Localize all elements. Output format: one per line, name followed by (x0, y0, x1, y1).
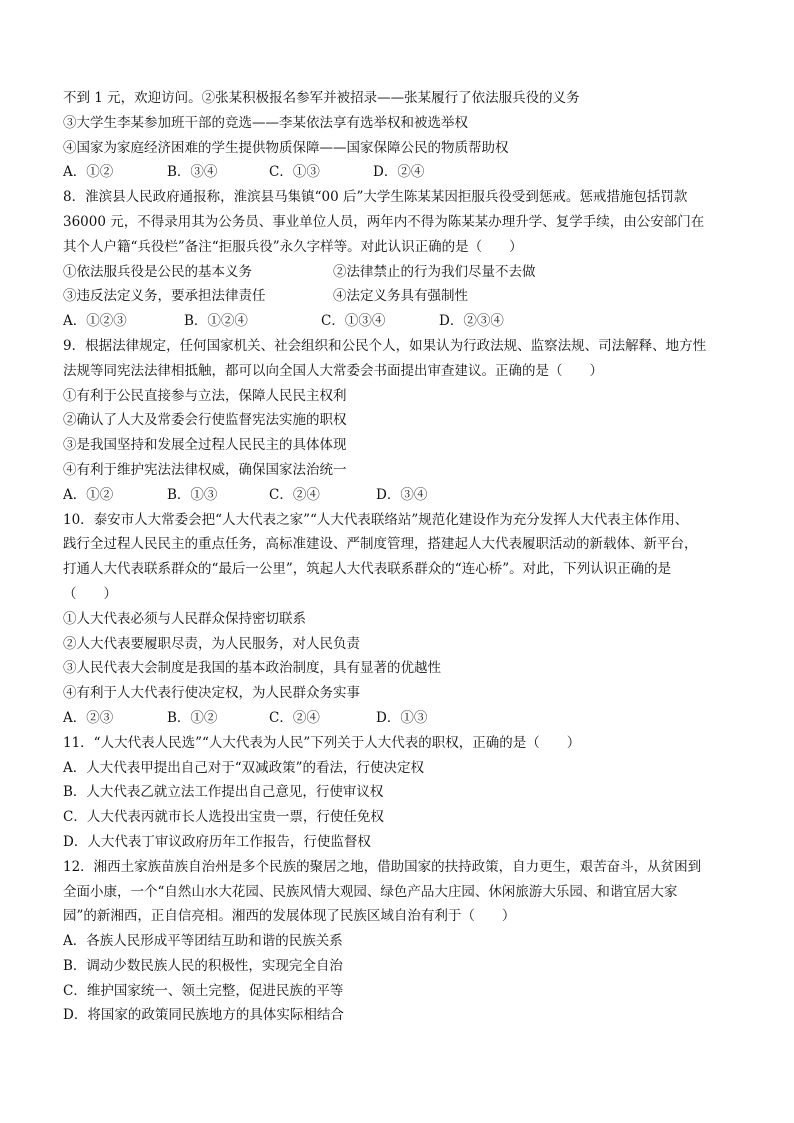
option: C．②④ (269, 709, 320, 726)
text-line: ③大学生李某参加班干部的竞选——李某依法享有选举权和被选举权 (63, 114, 468, 131)
choice: C．维护国家统一、领土完整，促进民族的平等 (63, 982, 344, 999)
choice: B．调动少数民族人民的积极性，实现完全自治 (63, 957, 343, 974)
q8-stem-line: 8．淮滨县人民政府通报称，淮滨县马集镇“00 后”大学生陈某某因拒服兵役受到惩戒。惩戒措施包括罚款 (63, 189, 688, 206)
q10-options (63, 706, 739, 731)
q12-stem-line: 12．湘西土家族苗族自治州是多个民族的聚居之地，借助国家的扶持政策，自力更生，艰苦奋斗，从贫困到 (63, 858, 702, 875)
q8-items-row (63, 260, 739, 285)
choice: D．人大代表丁审议政府历年工作报告，行使监督权 (63, 833, 371, 850)
option: D．①③ (376, 709, 428, 726)
text-line: 不到 1 元，欢迎访问。②张某积极报名参军并被招录——张某履行了依法服兵役的义务 (63, 90, 580, 106)
statement: ②法律禁止的行为我们尽量不去做 (333, 263, 536, 280)
q10-stem-line: 10．泰安市人大常委会把“人大代表之家”“人大代表联络站”规范化建设作为充分发挥人大代表主体作用、 (63, 511, 689, 528)
q9-stem-line: 9．根据法律规定，任何国家机关、社会组织和公民个人，如果认为行政法规、监察法规、司法解释、地方性 (63, 337, 707, 354)
q8-items-row (63, 284, 739, 309)
q12-stem-line: 园”的新湘西，正自信亮相。湘西的发展体现了民族区域自治有利于（ ） (63, 908, 516, 925)
option: C．②④ (269, 486, 320, 503)
q9-options (63, 483, 739, 508)
q11-stem-line: 11．“人大代表人民选”“人大代表为人民”下列关于人大代表的职权，正确的是（ ） (63, 734, 581, 751)
q8-stem-line: 36000 元，不得录用其为公务员、事业单位人员，两年内不得为陈某某办理升学、复学手续，由公安部门在 (63, 213, 705, 230)
choice: D．将国家的政策同民族地方的具体实际相结合 (63, 1007, 344, 1024)
option: A．①②③ (63, 313, 127, 330)
page-content (63, 86, 739, 1028)
text-line: ④国家为家庭经济困难的学生提供物质保障——国家保障公民的物质帮助权 (63, 139, 509, 156)
option: A．①② (63, 486, 114, 503)
statement: ④有利于人大代表行使决定权，为人民群众务实事 (63, 685, 360, 702)
option: A．②③ (63, 709, 114, 726)
choice: A．各族人民形成平等团结互助和谐的民族关系 (63, 933, 343, 950)
q9-stem-line: 法规等同宪法法律相抵触，都可以向全国人大常委会书面提出审查建议。正确的是（ ） (63, 362, 603, 379)
q8-options (63, 309, 739, 334)
option: D．②③④ (439, 313, 504, 330)
statement: ③人民代表大会制度是我国的基本政治制度，具有显著的优越性 (63, 660, 441, 677)
statement: ③违反法定义务，要承担法律责任 (63, 288, 266, 305)
statement: ②人大代表要履职尽责，为人民服务，对人民负责 (63, 635, 360, 652)
option: C．①③④ (321, 313, 386, 330)
choice: C．人大代表丙就市长人选投出宝贵一票，行使任免权 (63, 809, 384, 826)
q10-stem-line: （ ） (63, 585, 117, 602)
statement: ④有利于维护宪法法律权威，确保国家法治统一 (63, 461, 347, 478)
choice: B．人大代表乙就立法工作提出自己意见，行使审议权 (63, 784, 384, 801)
option: D．③④ (376, 486, 428, 503)
statement: ③是我国坚持和发展全过程人民民主的具体体现 (63, 437, 347, 454)
option: B．①②④ (184, 313, 248, 330)
option: D．②④ (373, 164, 425, 181)
statement: ①依法服兵役是公民的基本义务 (63, 263, 252, 280)
option: C．①③ (269, 164, 320, 181)
option: B．①③ (167, 486, 218, 503)
statement: ①人大代表必须与人民群众保持密切联系 (63, 610, 306, 627)
statement: ②确认了人大及常委会行使监督宪法实施的职权 (63, 412, 347, 429)
q7-options (63, 160, 739, 185)
option: A．①② (63, 164, 114, 181)
q8-stem-line: 其个人户籍“兵役栏”备注“拒服兵役”永久字样等。对此认识正确的是（ ） (63, 238, 523, 255)
option: B．③④ (167, 164, 218, 181)
q10-stem-line: 践行全过程人民民主的重点任务，高标准建设、严制度管理，搭建起人大代表履职活动的新载体、新平台， (63, 536, 698, 553)
q12-stem-line: 全面小康，一个“自然山水大花园、民族风情大观园、绿色产品大庄园、休闲旅游大乐园、和谐宜居大家 (63, 883, 678, 900)
q10-stem-line: 打通人大代表联系群众的“最后一公里”，筑起人大代表联系群众的“连心桥”。对此，下列认识正确的是 (63, 561, 672, 578)
choice: A．人大代表甲提出自己对于“双减政策”的看法，行使决定权 (63, 759, 425, 776)
option: B．①② (167, 709, 218, 726)
statement: ①有利于公民直接参与立法，保障人民民主权利 (63, 387, 347, 404)
statement: ④法定义务具有强制性 (333, 288, 468, 305)
